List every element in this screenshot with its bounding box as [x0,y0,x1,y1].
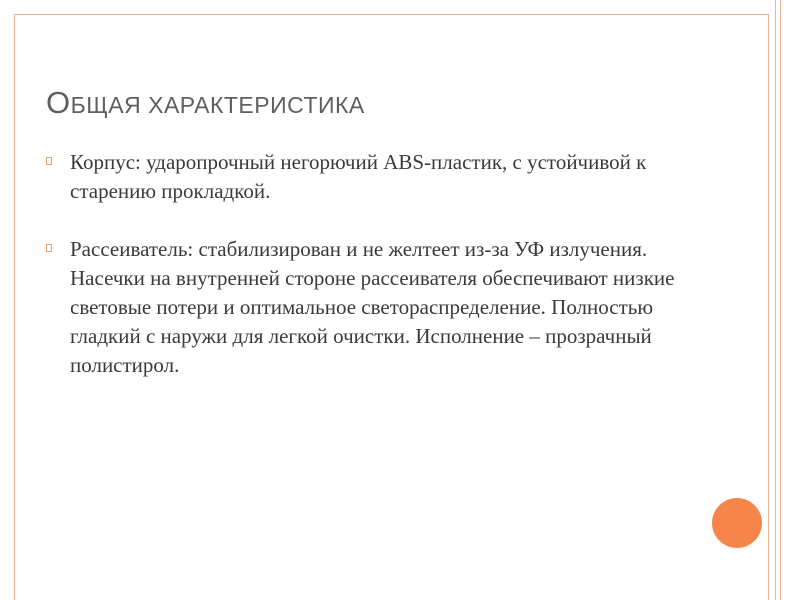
decorative-rule [780,0,781,600]
bullet-list [46,148,706,380]
bullet-item [46,235,706,380]
decorative-rule [775,0,776,600]
slide-title-initial: О [46,85,71,120]
bullet-marker-icon [46,157,52,165]
bullet-text: Рассеиватель: стабилизирован и не желтеет из-за УФ излучения. Насечки на внутренней стороне рассеивателя обеспечивают низкие световые потери и оптимальное светораспределение. Полностью гладкий с наружи для легкой очистки. Исполнение – прозрачный полистирол. [70,237,675,377]
bullet-text: Корпус: ударопрочный негорючий ABS-пластик, с устойчивой к старению прокладкой. [70,150,647,203]
decorative-circle-icon [712,498,762,548]
slide-title-rest: БЩАЯ ХАРАКТЕРИСТИКА [70,92,365,118]
slide-title [46,84,365,121]
bullet-marker-icon [46,244,52,252]
bullet-item [46,148,706,206]
